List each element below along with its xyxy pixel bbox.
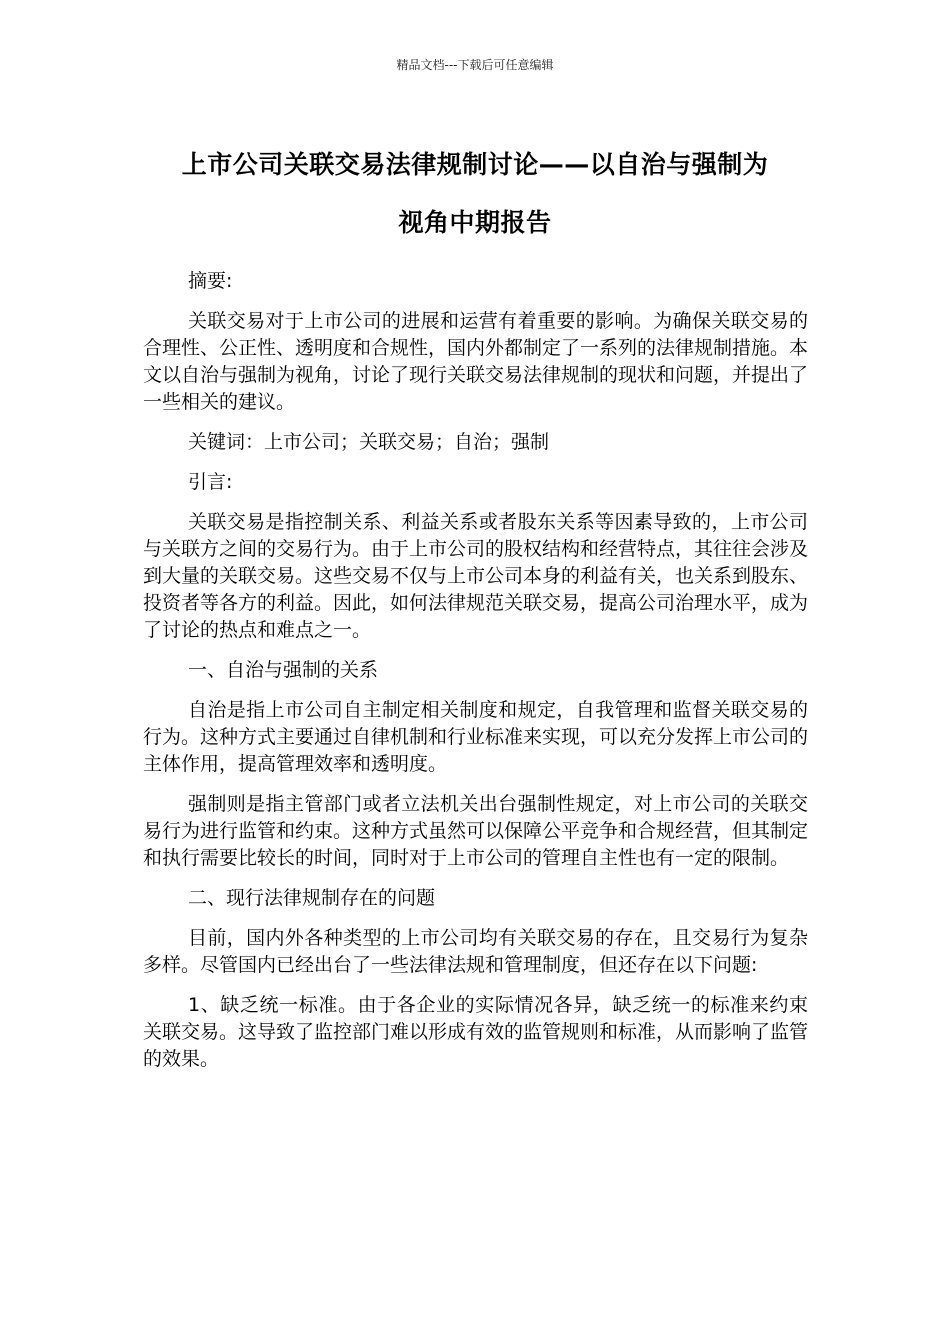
document-body	[143, 268, 808, 1086]
title-line-1: 上市公司关联交易法律规制讨论——以自治与强制为	[181, 150, 769, 179]
header-note: 精品文档---下载后可任意编辑	[396, 58, 554, 72]
section-2-item-1: 1、缺乏统一标准。由于各企业的实际情况各异，缺乏统一的标准来约束关联交易。这导致了监控部门难以形成有效的监管规则和标准，从而影响了监管的效果。	[143, 994, 809, 1070]
section-2-heading: 二、现行法律规制存在的问题	[188, 887, 436, 909]
section-1-paragraph-1: 自治是指上市公司自主制定相关制度和规定，自我管理和监督关联交易的行为。这种方式主要通过自律机制和行业标准来实现，可以充分发挥上市公司的主体作用，提高管理效率和透明度。	[143, 699, 809, 775]
abstract-heading: 摘要:	[188, 270, 233, 292]
title-line-2: 视角中期报告	[398, 208, 552, 237]
document-title	[130, 136, 820, 252]
introduction-paragraph: 关联交易是指控制关系、利益关系或者股东关系等因素导致的，上市公司与关联方之间的交易行为。由于上市公司的股权结构和经营特点，其往往会涉及到大量的关联交易。这些交易不仅与上市公司本身的利益有关，也关系到股东、投资者等各方的利益。因此，如何法律规范关联交易，提高公司治理水平，成为了讨论的热点和难点之一。	[143, 511, 809, 641]
section-1-paragraph-2: 强制则是指主管部门或者立法机关出台强制性规定，对上市公司的关联交易行为进行监管和约束。这种方式虽然可以保障公平竞争和合规经营，但其制定和执行需要比较长的时间，同时对于上市公司的管理自主性也有一定的限制。	[143, 793, 809, 869]
keywords-line: 关键词：上市公司；关联交易；自治；强制	[188, 431, 550, 453]
introduction-heading: 引言:	[188, 471, 233, 493]
section-2-paragraph-1: 目前，国内外各种类型的上市公司均有关联交易的存在，且交易行为复杂多样。尽管国内已经出台了一些法律法规和管理制度，但还存在以下问题:	[143, 927, 808, 976]
section-1-heading: 一、自治与强制的关系	[188, 659, 379, 681]
abstract-paragraph: 关联交易对于上市公司的进展和运营有着重要的影响。为确保关联交易的合理性、公正性、透明度和合规性，国内外都制定了一系列的法律规制措施。本文以自治与强制为视角，讨论了现行关联交易法律规制的现状和问题，并提出了一些相关的建议。	[143, 310, 809, 413]
